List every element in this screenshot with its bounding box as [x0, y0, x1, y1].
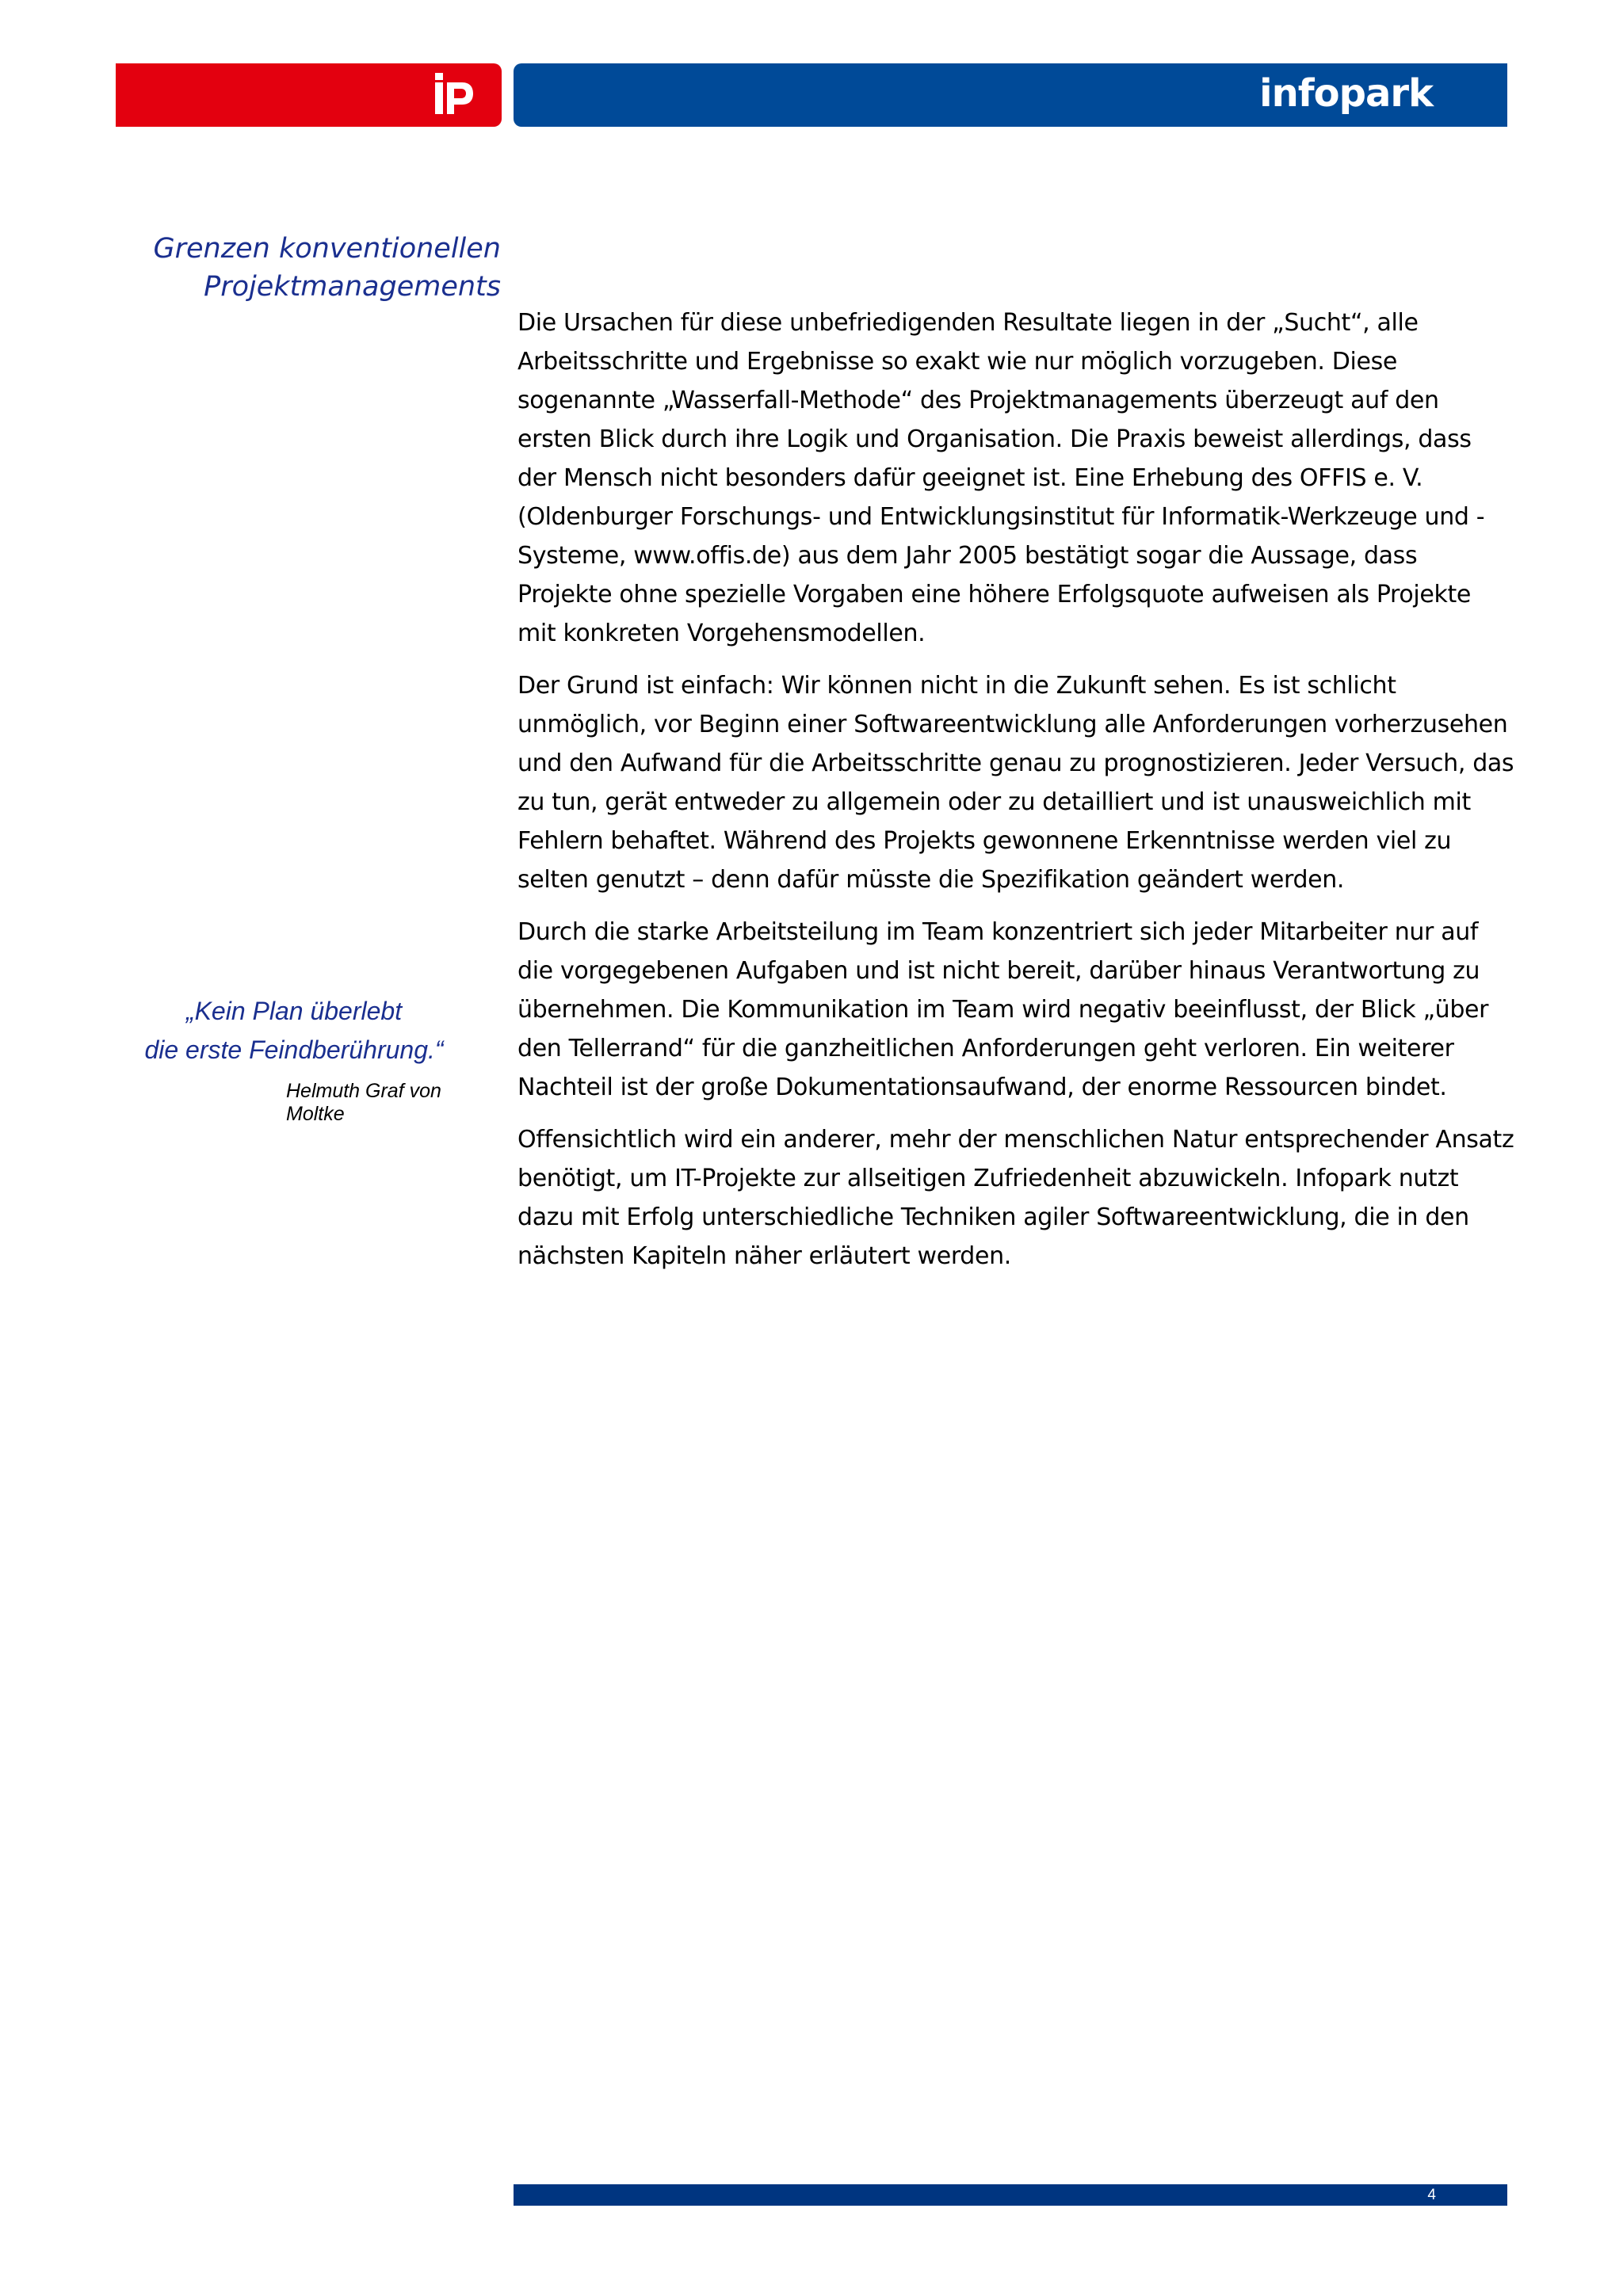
body-paragraph-2: Der Grund ist einfach: Wir können nicht in die Zukunft sehen. Es ist schlicht unmöglich, vor Beginn einer Softwareentwicklung alle Anforderungen vorherzusehen und den Aufwand für die Arbeitsschritte genau zu prognostizieren. Jeder Versuch, das zu tun, gerät entweder zu allgemein oder zu detailliert und ist unausweichlich mit Fehlern behaftet. Während des Projekts gewonnene Erkenntnisse werden viel zu selten genutzt – denn dafür müsste die Spezifikation geändert werden. [517, 672, 1514, 894]
pull-quote-line-2: die erste Feindberührung.“ [144, 1035, 444, 1064]
infopark-wordmark: infopark [1259, 71, 1433, 116]
quote-author-line-2: Moltke [286, 1103, 345, 1125]
ip-logo-icon [433, 71, 475, 119]
section-heading-line-2: Projektmanagements [204, 271, 501, 303]
body-paragraph-1: Die Ursachen für diese unbefriedigenden Resultate liegen in der „Sucht“, alle Arbeitsschritte und Ergebnisse so exakt wie nur möglich vorzugeben. Diese sogenannte „Wasserfall-Methode“ des Projektmanagements überzeugt auf den ersten Blick durch ihre Logik und Organisation. Die Praxis beweist allerdings, dass der Mensch nicht besonders dafür geeignet ist. Eine Erhebung des OFFIS e. V. (Oldenburger Forschungs- und Entwicklungsinstitut für Informatik-Werkzeuge und -Systeme, www.offis.de) aus dem Jahr 2005 bestätigt sogar die Aussage, dass Projekte ohne spezielle Vorgaben eine höhere Erfolgsquote aufweisen als Projekte mit konkreten Vorgehensmodellen. [517, 309, 1485, 647]
quote-author-line-1: Helmuth Graf von [286, 1080, 441, 1102]
header-red-bar [116, 63, 502, 127]
footer-bar [514, 2184, 1507, 2206]
body-paragraph-3: Durch die starke Arbeitsteilung im Team konzentriert sich jeder Mitarbeiter nur auf die vorgegebenen Aufgaben und ist nicht bereit, darüber hinaus Verantwortung zu übernehmen. Die Kommunikation im Team wird negativ beeinflusst, der Blick „über den Tellerrand“ für die ganzheitlichen Anforderungen geht verloren. Ein weiterer Nachteil ist der große Dokumentationsaufwand, der enorme Ressourcen bindet. [517, 918, 1489, 1101]
body-text [517, 303, 1516, 1289]
pull-quote [116, 992, 472, 1070]
section-heading-line-1: Grenzen konventionellen [153, 233, 501, 265]
pull-quote-line-1: „Kein Plan überlebt [185, 997, 403, 1025]
page-number: 4 [1427, 2187, 1436, 2203]
header-blue-bar [514, 63, 1507, 127]
section-heading [116, 230, 501, 306]
quote-author [286, 1080, 468, 1126]
body-paragraph-4: Offensichtlich wird ein anderer, mehr der menschlichen Natur entsprechender Ansatz benötigt, um IT-Projekte zur allseitigen Zufriedenheit abzuwickeln. Infopark nutzt dazu mit Erfolg unterschiedliche Techniken agiler Softwareentwicklung, die in den nächsten Kapiteln näher erläutert werden. [517, 1126, 1514, 1270]
